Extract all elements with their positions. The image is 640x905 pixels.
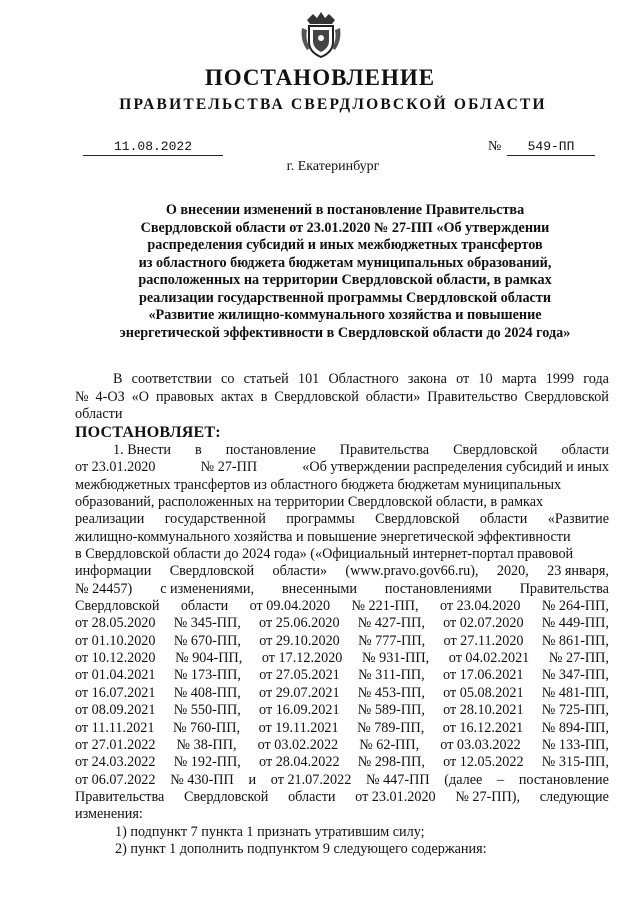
heading-line: из областного бюджета бюджетам муниципальных образований, [138,254,552,271]
item-1-line: Свердловской области от 09.04.2020 № 221-ПП, от 23.04.2020 № 264-ПП, [75,598,609,615]
item-1-line: Правительства Свердловской области от 23.01.2020 № 27-ПП), следующие [75,788,609,805]
subitem-line: 1) подпункт 7 пункта 1 признать утратившим силу; [115,823,425,840]
subitem-line: 2) пункт 1 дополнить подпунктом 9 следующего содержания: [115,840,487,857]
document-city: г. Екатеринбург [286,159,380,174]
number-label: № [488,139,502,154]
heading-line: расположенных на территории Свердловской области, в рамках [138,272,552,288]
heading-line: реализации государственной программы Свердловской области [138,289,552,306]
item-1-line: № 24457) с изменениями, внесенными постановлениями Правительства [75,580,609,597]
item-1-line: образований, расположенных на территории Свердловской области, в рамках [75,494,544,511]
item-1-line: от 16.07.2021 № 408-ПП, от 29.07.2021 № 453-ПП, от 05.08.2021 № 481-ПП, [75,684,609,701]
item-1-line: от 08.09.2021 № 550-ПП, от 16.09.2021 № 589-ПП, от 28.10.2021 № 725-ПП, [75,702,609,719]
item-1-line: от 23.01.2020 № 27-ПП «Об утверждении распределения субсидий и иных [75,459,609,476]
preamble-line: области [75,406,123,422]
item-1-line: в Свердловской области до 2024 года» («Официальный интернет-портал правовой [75,546,574,563]
item-1-line: межбюджетных трансфертов из областного бюджета бюджетам муниципальных [75,476,562,493]
heading-line: О внесении изменений в постановление Правительства [165,202,525,218]
item-1-line: изменения: [75,806,143,823]
item-1-line: реализации государственной программы Свердловской области «Развитие [75,511,609,528]
postanovlyaet-label: ПОСТАНОВЛЯЕТ: [75,424,221,441]
heading-line: Свердловской области от 23.01.2020 № 27-ПП «Об утверждении [140,219,550,236]
document-date: 11.08.2022 [83,139,223,156]
heading-line: распределения субсидий и иных межбюджетных трансфертов [147,237,543,253]
preamble-line: № 4-ОЗ «О правовых актах в Свердловской области» Правительство Свердловской [75,388,609,405]
coat-of-arms-icon [299,10,343,60]
item-1-line: от 27.01.2022 № 38-ПП, от 03.02.2022 № 62-ПП, от 03.03.2022 № 133-ПП, [75,736,609,753]
preamble-line: В соответствии со статьей 101 Областного закона от 10 марта 1999 года [113,371,609,387]
document-subtitle: ПРАВИТЕЛЬСТВА СВЕРДЛОВСКОЙ ОБЛАСТИ [119,96,547,113]
item-1-paragraph [75,442,609,858]
item-1-line: от 28.05.2020 № 345-ПП, от 25.06.2020 № 427-ПП, от 02.07.2020 № 449-ПП, [75,615,609,632]
item-1-line: от 11.11.2021 № 760-ПП, от 19.11.2021 № 789-ПП, от 16.12.2021 № 894-ПП, [75,719,609,736]
item-1-line: от 01.10.2020 № 670-ПП, от 29.10.2020 № 777-ПП, от 27.11.2020 № 861-ПП, [75,632,609,649]
document-heading [96,202,594,342]
heading-line: «Развитие жилищно-коммунального хозяйства и повышение [148,307,542,323]
item-1-line: жилищно-коммунального хозяйства и повышение энергетической эффективности [75,528,571,545]
document-title: ПОСТАНОВЛЕНИЕ [204,65,436,90]
item-1-line: информации Свердловской области» (www.pravo.gov66.ru), 2020, 23 января, [75,563,609,580]
item-1-line: от 10.12.2020 № 904-ПП, от 17.12.2020 № 931-ПП, от 04.02.2021 № 27-ПП, [75,650,609,667]
preamble-paragraph [75,371,609,424]
item-1-line: 1. Внести в постановление Правительства Свердловской области [113,442,609,458]
item-1-line: от 06.07.2022 № 430-ПП и от 21.07.2022 № 447-ПП (далее – постановление [75,771,609,788]
item-1-line: от 01.04.2021 № 173-ПП, от 27.05.2021 № 311-ПП, от 17.06.2021 № 347-ПП, [75,667,609,684]
document-number: 549-ПП [507,139,595,156]
heading-line: энергетической эффективности в Свердловской области до 2024 года» [119,324,571,341]
item-1-line: от 24.03.2022 № 192-ПП, от 28.04.2022 № 298-ПП, от 12.05.2022 № 315-ПП, [75,754,609,771]
